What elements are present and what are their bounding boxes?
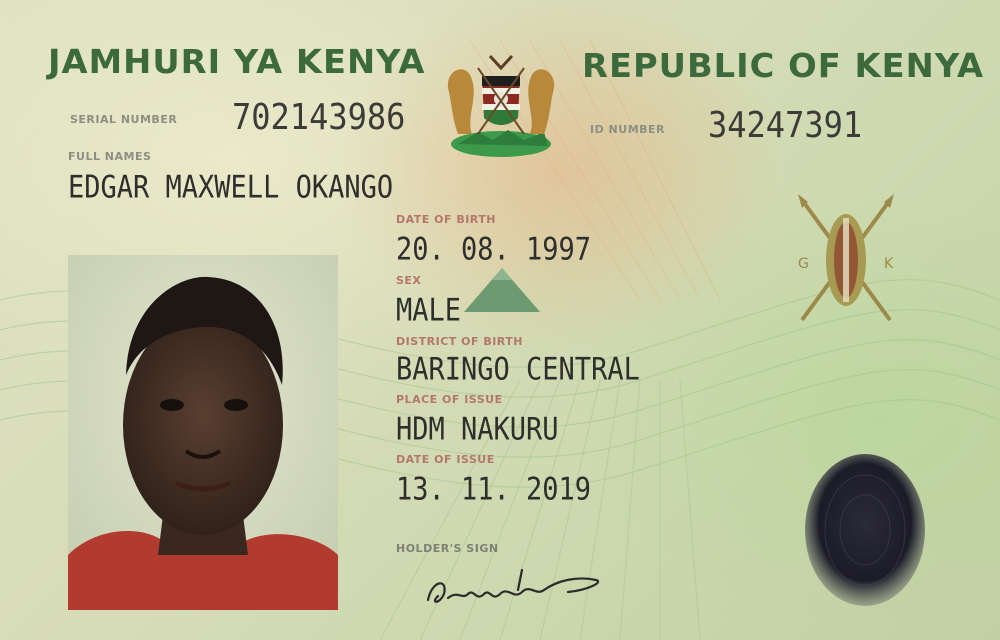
district-value: BARINGO CENTRAL: [396, 352, 640, 388]
sex-value: MALE: [396, 293, 462, 329]
gk-shield-spears-icon: [790, 190, 902, 330]
district-label: DISTRICT OF BIRTH: [396, 335, 523, 348]
full-names-value: EDGAR MAXWELL OKANGO: [68, 170, 394, 206]
holder-signature: [418, 560, 618, 616]
gk-letter-g: G: [798, 256, 809, 272]
gk-letter-k: K: [884, 256, 894, 272]
kenya-coat-of-arms-icon: [438, 48, 564, 160]
full-names-label: FULL NAMES: [68, 150, 152, 163]
serial-number-label: SERIAL NUMBER: [70, 113, 178, 126]
place-of-issue-label: PLACE OF ISSUE: [396, 393, 503, 406]
thumbprint: [800, 452, 930, 612]
serial-number-value: 702143986: [232, 96, 406, 138]
sex-label: SEX: [396, 274, 422, 287]
date-of-issue-label: DATE OF ISSUE: [396, 453, 495, 466]
header-left: JAMHURI YA KENYA: [48, 42, 426, 81]
dob-value: 20. 08. 1997: [396, 232, 592, 268]
id-number-value: 34247391: [708, 104, 863, 146]
id-number-label: ID NUMBER: [590, 123, 666, 136]
holder-photo: [68, 255, 338, 610]
header-right: REPUBLIC OF KENYA: [582, 46, 985, 85]
place-of-issue-value: HDM NAKURU: [396, 412, 559, 448]
dob-label: DATE OF BIRTH: [396, 213, 496, 226]
date-of-issue-value: 13. 11. 2019: [396, 472, 592, 508]
holder-sign-label: HOLDER'S SIGN: [396, 542, 499, 555]
mount-kenya-triangle-icon: [462, 262, 542, 312]
